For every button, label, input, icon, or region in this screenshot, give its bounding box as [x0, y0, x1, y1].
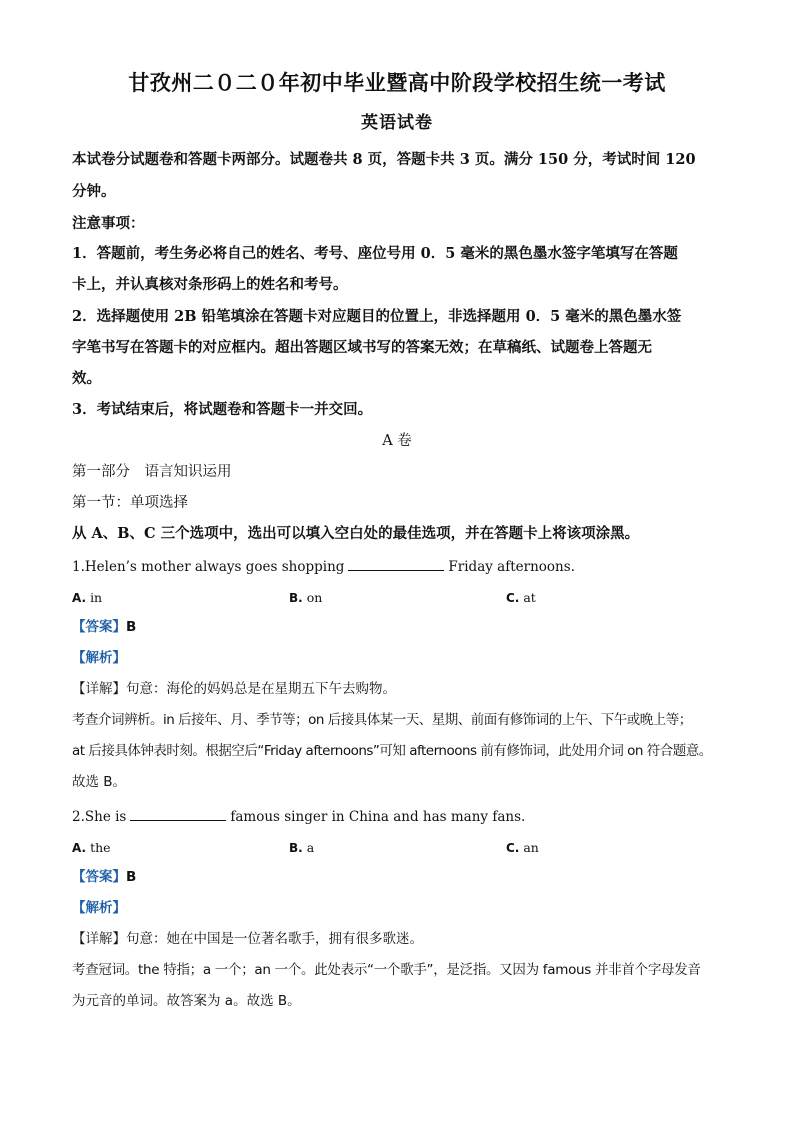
question-1-detail-line-4: 故选 B。	[72, 774, 127, 790]
note-1-line-1: 1．答题前，考生务必将自己的姓名、考号、座位号用 0．5 毫米的黑色墨水签字笔填写在答题	[72, 245, 678, 262]
note-1-line-2: 卡上，并认真核对条形码上的姓名和考号。	[72, 276, 348, 293]
answer-value: B	[126, 869, 137, 885]
section-heading: 第一节：单项选择	[72, 495, 188, 511]
detail-tag: 【详解】	[72, 681, 126, 697]
question-2-stem-before: 2.She is	[72, 809, 127, 825]
question-1-option-b: B. on	[289, 590, 323, 605]
answer-blank	[348, 559, 444, 571]
question-2-option-a: A. the	[72, 840, 111, 855]
note-2-line-3: 效。	[72, 370, 101, 387]
question-1-option-c: C. at	[506, 590, 536, 605]
instruction: 从 A、B、C 三个选项中，选出可以填入空白处的最佳选项，并在答题卡上将该项涂黑。	[72, 525, 640, 542]
answer-blank	[130, 809, 226, 821]
question-1-analysis-tag: 【解析】	[72, 650, 126, 666]
exam-title: 甘孜州二０二０年初中毕业暨高中阶段学校招生统一考试	[128, 70, 666, 95]
question-2-stem-after: famous singer in China and has many fans.	[230, 809, 526, 825]
question-2-option-c: C. an	[506, 840, 539, 855]
notes-heading: 注意事项：	[72, 215, 145, 232]
question-1-stem-after: Friday afternoons.	[448, 559, 575, 575]
question-2-stem	[72, 809, 525, 825]
question-2-detail-line-2: 考查冠词。the 特指；a 一个；an 一个。此处表示“一个歌手”，是泛指。又因为 famous 并非首个字母发音	[72, 962, 701, 978]
question-2-answer	[72, 871, 136, 885]
question-2-detail-line-3: 为元音的单词。故答案为 a。故选 B。	[72, 993, 301, 1009]
answer-value: B	[126, 619, 137, 635]
question-1-answer	[72, 621, 136, 635]
question-1-detail-line-1: 【详解】句意：海伦的妈妈总是在星期五下午去购物。	[72, 681, 396, 697]
question-1-stem	[72, 559, 575, 575]
question-2-option-b: B. a	[289, 840, 315, 855]
exam-subtitle: 英语试卷	[361, 113, 433, 133]
answer-tag: 【答案】	[72, 619, 126, 635]
question-1-option-a: A. in	[72, 590, 103, 605]
note-2-line-1: 2．选择题使用 2B 铅笔填涂在答题卡对应题目的位置上，非选择题用 0．5 毫米的黑色墨水签	[72, 308, 682, 325]
question-2-detail-line-1: 【详解】句意：她在中国是一位著名歌手，拥有很多歌迷。	[72, 931, 423, 947]
part-heading: 第一部分 语言知识运用	[72, 464, 232, 480]
note-2-line-2: 字笔书写在答题卡的对应框内。超出答题区域书写的答案无效；在草稿纸、试题卷上答题无	[72, 339, 652, 356]
question-1-stem-before: 1.Helen’s mother always goes shopping	[72, 559, 345, 575]
detail-tag: 【详解】	[72, 931, 126, 947]
answer-tag: 【答案】	[72, 869, 126, 885]
note-3: 3．考试结束后，将试题卷和答题卡一并交回。	[72, 401, 373, 418]
volume-label: A 卷	[382, 433, 412, 449]
question-1-detail-line-3: at 后接具体钟表时刻。根据空后“Friday afternoons”可知 afternoons 前有修饰词，此处用介词 on 符合题意。	[72, 743, 712, 759]
question-2-analysis-tag: 【解析】	[72, 900, 126, 916]
question-1-detail-line-2: 考查介词辨析。in 后接年、月、季节等；on 后接具体某一天、星期、前面有修饰词的上午、下午或晚上等；	[72, 712, 692, 728]
intro-line-1: 本试卷分试题卷和答题卡两部分。试题卷共 8 页，答题卡共 3 页。满分 150 分，考试时间 120	[72, 151, 696, 168]
intro-line-2: 分钟。	[72, 183, 116, 200]
